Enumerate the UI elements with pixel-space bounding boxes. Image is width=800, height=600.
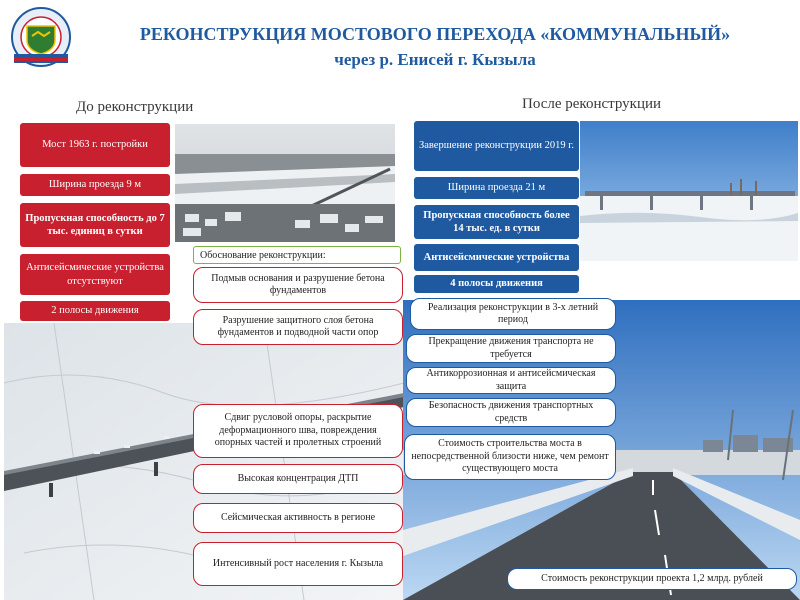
- benefit-three-years: Реализация реконструкции в 3-х летний период: [410, 298, 616, 330]
- after-heading: После реконструкции: [522, 96, 662, 112]
- reason-population-growth: Интенсивный рост населения г. Кызыла: [193, 542, 403, 586]
- before-item-lanes: 2 полосы движения: [20, 301, 170, 321]
- benefit-traffic-safety: Безопасность движения транспортных средств: [406, 398, 616, 427]
- before-item-no-antiseismic: Антисейсмические устройства отсутствуют: [20, 254, 170, 295]
- before-item-width: Ширина проезда 9 м: [20, 174, 170, 196]
- benefit-cost-comparison: Стоимость строительства моста в непосредственной близости ниже, чем ремонт существующего моста: [404, 434, 616, 480]
- benefit-protection: Антикоррозионная и антисейсмическая защита: [406, 367, 616, 394]
- after-item-antiseismic: Антисейсмические устройства: [414, 244, 579, 271]
- before-heading: До реконструкции: [76, 99, 194, 115]
- city-emblem-logo: [10, 6, 72, 68]
- reason-accidents: Высокая концентрация ДТП: [193, 464, 403, 494]
- reason-pier-shift: Сдвиг русловой опоры, раскрытие деформационного шва, повреждения опорных частей и пролетных строений: [193, 404, 403, 458]
- after-item-lanes: 4 полосы движения: [414, 275, 579, 293]
- before-item-built-1963: Мост 1963 г. постройки: [20, 123, 170, 167]
- after-item-capacity: Пропускная способность более 14 тыс. ед. в сутки: [414, 205, 579, 239]
- before-item-capacity: Пропускная способность до 7 тыс. единиц в сутки: [20, 203, 170, 247]
- page-title: РЕКОНСТРУКЦИЯ МОСТОВОГО ПЕРЕХОДА «КОММУНАЛЬНЫЙ»: [139, 24, 731, 44]
- benefit-no-traffic-stop: Прекращение движения транспорта не требуется: [406, 334, 616, 363]
- reasons-heading: Обоснование реконструкции:: [193, 246, 401, 264]
- reason-seismic: Сейсмическая активность в регионе: [193, 503, 403, 533]
- reason-concrete-destruction: Разрушение защитного слоя бетона фундаментов и подводной части опор: [193, 309, 403, 345]
- after-item-completion: Завершение реконструкции 2019 г.: [414, 121, 579, 171]
- after-item-width: Ширина проезда 21 м: [414, 177, 579, 199]
- photo-old-bridge-aerial: [175, 124, 395, 242]
- page-subtitle: через р. Енисей г. Кызыла: [334, 50, 536, 69]
- project-cost: Стоимость реконструкции проекта 1,2 млрд. рублей: [507, 568, 797, 590]
- photo-new-bridge: [580, 121, 798, 261]
- reason-foundation-erosion: Подмыв основания и разрушение бетона фундаментов: [193, 267, 403, 303]
